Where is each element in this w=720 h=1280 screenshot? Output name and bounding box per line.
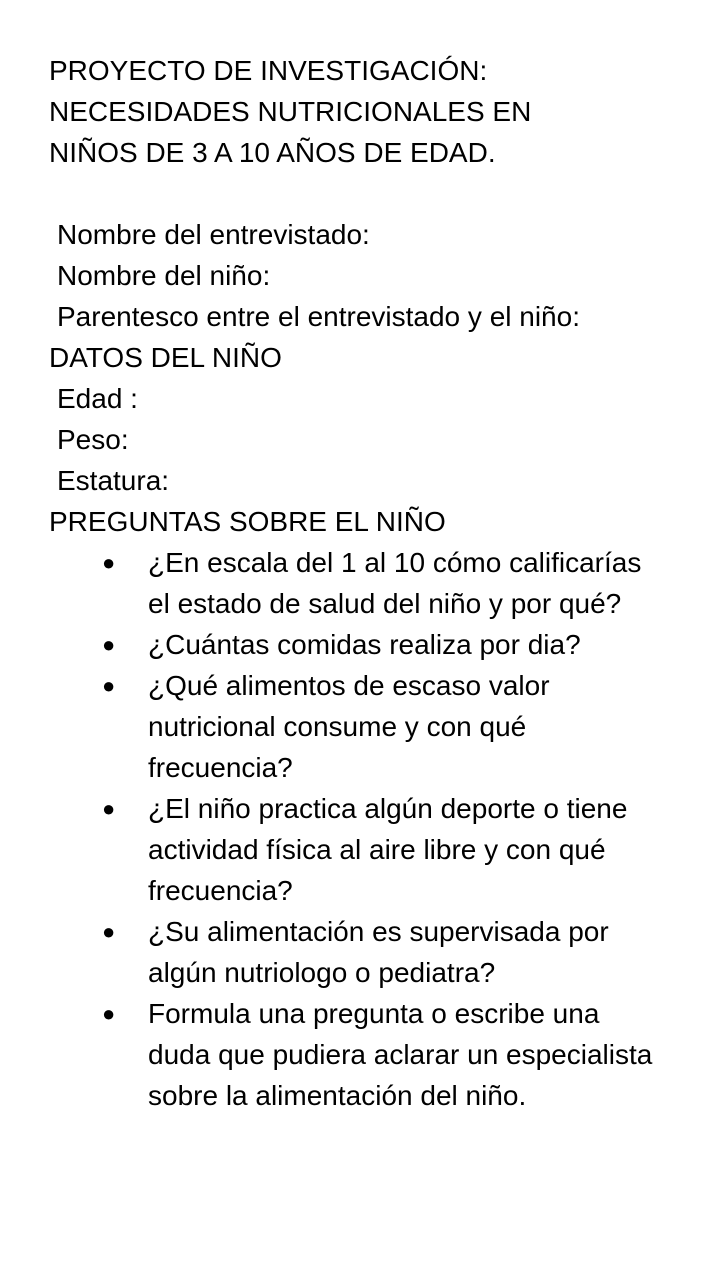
child-data-heading: DATOS DEL NIÑO bbox=[49, 342, 282, 373]
list-item bbox=[49, 665, 668, 788]
question-text: ¿En escala del 1 al 10 cómo calificarías el estado de salud del niño y por qué? bbox=[148, 547, 642, 619]
bullet-icon: ● bbox=[102, 796, 116, 821]
document-title bbox=[49, 50, 720, 173]
child-name-label: Nombre del niño: bbox=[57, 260, 271, 291]
question-text: Formula una pregunta o escribe una duda que pudiera aclarar un especialista sobre la alimentación del niño. bbox=[148, 998, 653, 1111]
height-label: Estatura: bbox=[57, 465, 170, 496]
interviewee-name-label: Nombre del entrevistado: bbox=[57, 219, 370, 250]
questions-list bbox=[49, 542, 720, 1116]
weight-label: Peso: bbox=[57, 424, 129, 455]
question-text: ¿Su alimentación es supervisada por algún nutriologo o pediatra? bbox=[148, 916, 609, 988]
list-item bbox=[49, 788, 668, 911]
bullet-icon: ● bbox=[102, 632, 116, 657]
age-label: Edad : bbox=[57, 383, 138, 414]
title-line-3: NIÑOS DE 3 A 10 AÑOS DE EDAD. bbox=[49, 137, 496, 168]
bullet-icon: ● bbox=[102, 1001, 116, 1026]
title-line-1: PROYECTO DE INVESTIGACIÓN: bbox=[49, 55, 488, 86]
child-fields bbox=[49, 378, 720, 501]
relationship-label: Parentesco entre el entrevistado y el niño: bbox=[57, 301, 580, 332]
bullet-icon: ● bbox=[102, 919, 116, 944]
list-item bbox=[49, 624, 668, 665]
title-line-2: NECESIDADES NUTRICIONALES EN bbox=[49, 96, 532, 127]
bullet-icon: ● bbox=[102, 673, 116, 698]
question-text: ¿Qué alimentos de escaso valor nutricional consume y con qué frecuencia? bbox=[148, 670, 550, 783]
list-item bbox=[49, 911, 668, 993]
list-item bbox=[49, 993, 668, 1116]
list-item bbox=[49, 542, 668, 624]
bullet-icon: ● bbox=[102, 550, 116, 575]
question-text: ¿Cuántas comidas realiza por dia? bbox=[148, 629, 581, 660]
interview-fields bbox=[49, 214, 720, 337]
spacer bbox=[49, 173, 720, 214]
question-text: ¿El niño practica algún deporte o tiene actividad física al aire libre y con qué frecuencia? bbox=[148, 793, 628, 906]
questions-heading: PREGUNTAS SOBRE EL NIÑO bbox=[49, 506, 446, 537]
